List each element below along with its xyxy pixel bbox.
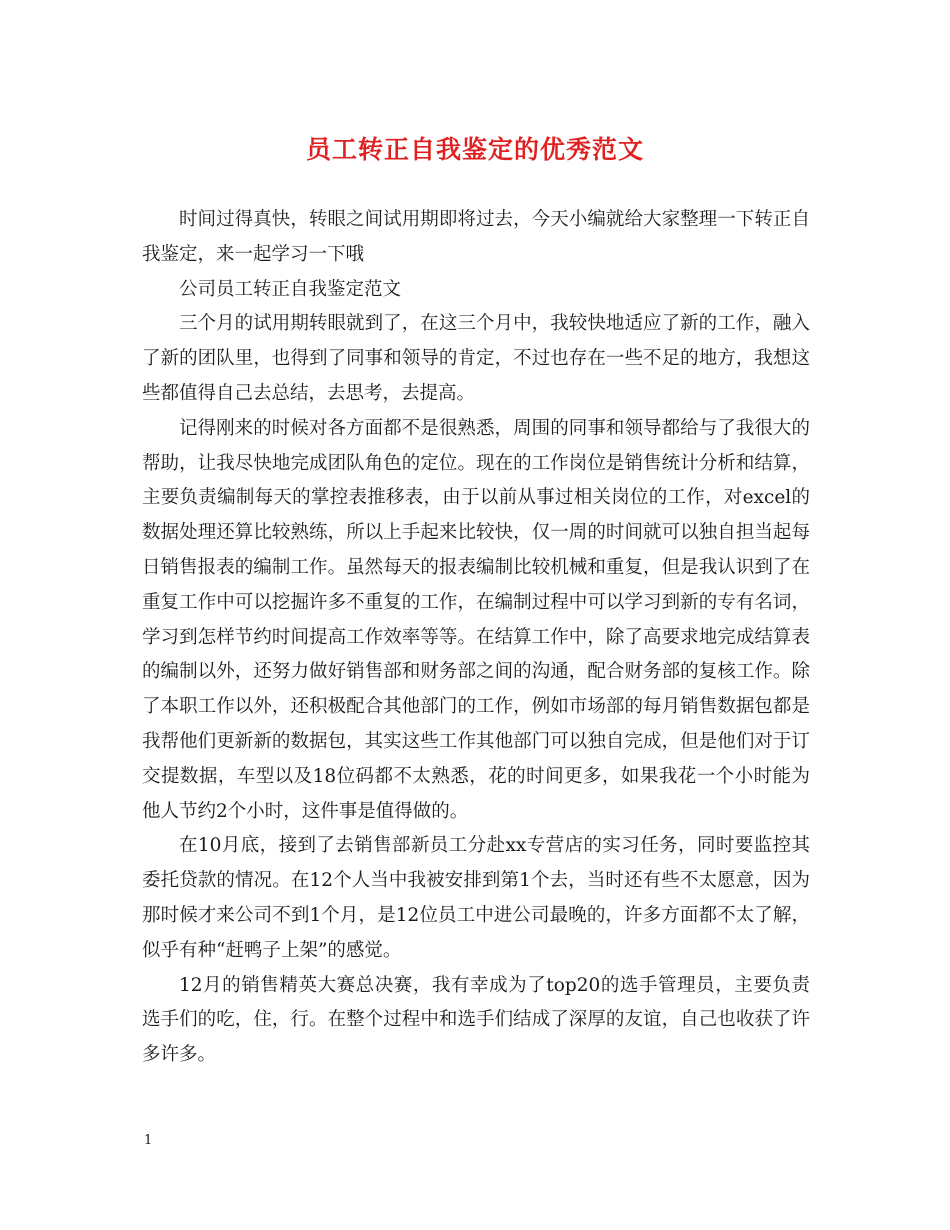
- paragraph-probation-summary: 三个月的试用期转眼就到了，在这三个月中，我较快地适应了新的工作，融入了新的团队里，也得到了同事和领导的肯定，不过也存在一些不足的地方，我想这些都值得自己去总结，去思考，去提高。: [142, 313, 810, 404]
- page-number: 1: [144, 1133, 153, 1148]
- paragraph-intro: 时间过得真快，转眼之间试用期即将过去，今天小编就给大家整理一下转正自我鉴定，来一起学习一下哦: [142, 209, 810, 265]
- paragraph-subheading: 公司员工转正自我鉴定范文: [179, 278, 402, 300]
- document-title: 员工转正自我鉴定的优秀范文: [305, 135, 644, 164]
- document-body: [142, 203, 810, 1073]
- paragraph-competition: 12月的销售精英大赛总决赛，我有幸成为了top20的选手管理员，主要负责选手们的吃，住，行。在整个过程中和选手们结成了深厚的友谊，自己也收获了许多许多。: [142, 974, 810, 1066]
- paragraph-work-details: 记得刚来的时候对各方面都不是很熟悉，周围的同事和领导都给与了我很大的帮助，让我尽快地完成团队角色的定位。现在的工作岗位是销售统计分析和结算，主要负责编制每天的掌控表推移表，由于以前从事过相关岗位的工作，对excel的数据处理还算比较熟练，所以上手起来比较快，仅一周的时间就可以独自担当起每日销售报表的编制工作。虽然每天的报表编制比较机械和重复，但是我认识到了在重复工作中可以挖掘许多不重复的工作，在编制过程中可以学习到新的专有名词，学习到怎样节约时间提高工作效率等等。在结算工作中，除了高要求地完成结算表的编制以外，还努力做好销售部和财务部之间的沟通，配合财务部的复核工作。除了本职工作以外，还积极配合其他部门的工作，例如市场部的每月销售数据包都是我帮他们更新新的数据包，其实这些工作其他部门可以独自完成，但是他们对于订交提数据，车型以及18位码都不太熟悉，花的时间更多，如果我花一个小时能为他人节约2个小时，这件事是值得做的。: [142, 417, 810, 822]
- paragraph-internship: 在10月底，接到了去销售部新员工分赴xx专营店的实习任务，同时要监控其委托贷款的情况。在12个人当中我被安排到第1个去，当时还有些不太愿意，因为那时候才来公司不到1个月，是12位员工中进公司最晚的，许多方面都不太了解，似乎有种“赶鸭子上架”的感觉。: [142, 835, 810, 961]
